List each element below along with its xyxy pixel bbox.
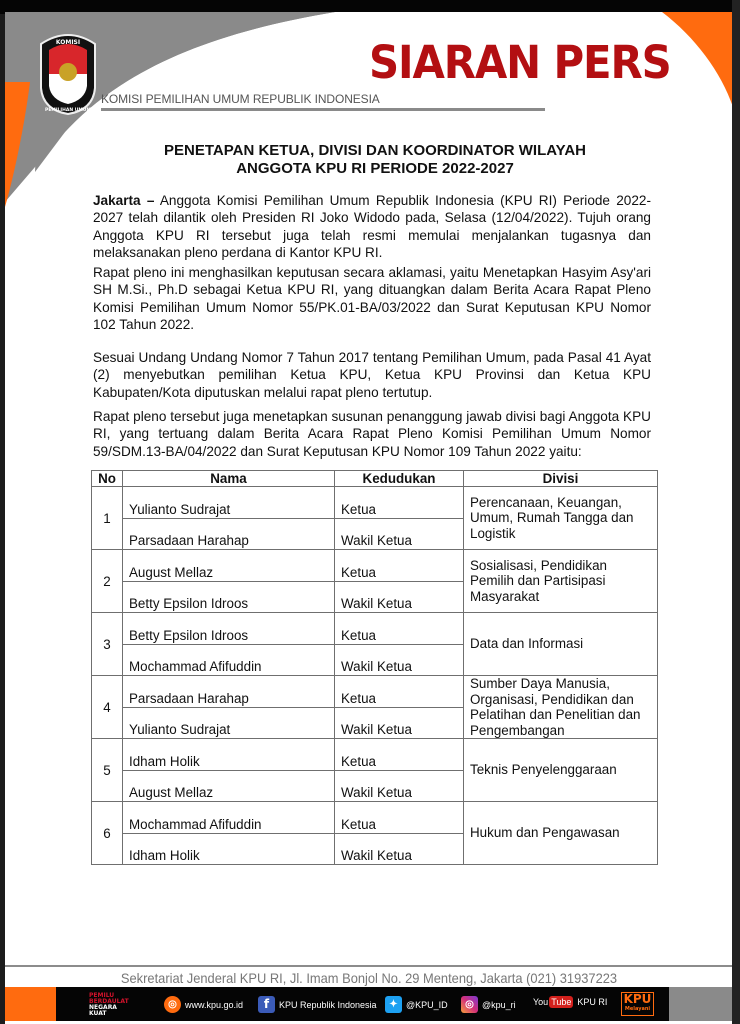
kpu-logo: [37, 30, 99, 116]
table-row: [92, 676, 658, 708]
table-row: [92, 739, 658, 771]
youtube-icon: Tube: [551, 997, 572, 1007]
facebook-label: KPU Republik Indonesia: [279, 999, 377, 1010]
ketua-position: Ketua: [335, 802, 464, 834]
wakil-position: Wakil Ketua: [335, 644, 464, 676]
youtube-label: KPU RI: [577, 997, 608, 1007]
document-title: [89, 142, 661, 178]
title-line-1: PENETAPAN KETUA, DIVISI DAN KOORDINATOR WILAYAH: [164, 142, 586, 159]
wakil-position: Wakil Ketua: [335, 707, 464, 739]
footer-orange-block: [5, 987, 56, 1021]
ketua-position: Ketua: [335, 739, 464, 771]
footer-gray-block: [669, 987, 733, 1021]
banner-title: SIARAN PERS: [369, 36, 671, 89]
badge-bottom: Melayani: [624, 1006, 651, 1012]
facebook-link[interactable]: [258, 996, 377, 1013]
youtube-icon-you: You: [533, 997, 549, 1007]
row-number: 3: [92, 613, 123, 676]
pemilu-slogan-logo: [89, 993, 129, 1017]
header-divider: [101, 108, 545, 111]
table-header-row: [92, 471, 658, 487]
wakil-name: Betty Epsilon Idroos: [123, 581, 335, 613]
paragraph-1: [93, 192, 651, 262]
paragraph-3: Sesuai Undang Undang Nomor 7 Tahun 2017 tentang Pemilihan Umum, pada Pasal 41 Ayat (2) menyebutkan pemilihan Ketua KPU, Ketua KPU Provinsi dan Ketua KPU Kabupaten/Kota diputuskan melalui rapat pleno tertutup.: [93, 350, 651, 400]
paragraph-2: Rapat pleno ini menghasilkan keputusan secara aklamasi, yaitu Menetapkan Hasyim Asy'ari SH M.Si., Ph.D sebagai Ketua KPU RI, yang dituangkan dalam Berita Acara Rapat Pleno Komisi Pemilihan Umum Nomor 55/PK.01-BA/03/2022 dan Surat Keputusan KPU Nomor 102 Tahun 2022.: [93, 265, 651, 333]
wakil-position: Wakil Ketua: [335, 833, 464, 865]
ketua-position: Ketua: [335, 613, 464, 645]
wakil-name: August Mellaz: [123, 770, 335, 802]
ketua-name: Idham Holik: [123, 739, 335, 771]
dateline: Jakarta –: [93, 193, 155, 208]
division-name: Hukum dan Pengawasan: [464, 802, 658, 865]
kpu-melayani-badge: [621, 992, 654, 1016]
footer-bar: [5, 987, 733, 1021]
table-row: [92, 613, 658, 645]
ketua-position: Ketua: [335, 487, 464, 519]
footer-address: Sekretariat Jenderal KPU RI, Jl. Imam Bonjol No. 29 Menteng, Jakarta (021) 31937223: [120, 970, 618, 986]
paragraph-1-body: Anggota Komisi Pemilihan Umum Republik Indonesia (KPU RI) Periode 2022-2027 telah dilantik oleh Presiden RI Joko Widodo pada, Selasa (12/04/2022). Tujuh orang Anggota KPU RI tersebut juga telah resmi memulai menjalankan tugasnya dan melaksanakan pleno perdana di Kantor KPU RI.: [93, 193, 651, 261]
header-kedudukan: Kedudukan: [335, 471, 464, 487]
division-name: Perencanaan, Keuangan, Umum, Rumah Tangga dan Logistik: [464, 487, 658, 550]
paragraph-4: Rapat pleno tersebut juga menetapkan susunan penanggung jawab divisi bagi Anggota KPU RI, yang tertuang dalam Berita Acara Rapat Pleno Komisi Pemilihan Umum Nomor 59/SDM.13-BA/04/2022 dan Surat Keputusan KPU Nomor 109 Tahun 2022 yaitu:: [93, 409, 651, 459]
wakil-position: Wakil Ketua: [335, 581, 464, 613]
ketua-name: Betty Epsilon Idroos: [123, 613, 335, 645]
row-number: 2: [92, 550, 123, 613]
twitter-link[interactable]: [385, 996, 448, 1013]
row-number: 4: [92, 676, 123, 739]
slogan-line-3: NEGARA: [89, 1004, 117, 1011]
instagram-link[interactable]: [461, 996, 516, 1013]
slogan-line-1: PEMILU: [89, 992, 115, 999]
organization-name: KOMISI PEMILIHAN UMUM REPUBLIK INDONESIA: [101, 92, 380, 106]
website-label: www.kpu.go.id: [185, 999, 244, 1010]
logo-bottom-text: PEMILIHAN UMUM: [45, 108, 91, 113]
header-no: No: [92, 471, 123, 487]
title-line-2: ANGGOTA KPU RI PERIODE 2022-2027: [236, 160, 514, 177]
footer-divider: [5, 965, 733, 967]
badge-top: KPU: [623, 992, 652, 1006]
orange-right-swoosh: [662, 12, 733, 107]
ketua-name: August Mellaz: [123, 550, 335, 582]
facebook-icon: f: [258, 996, 275, 1013]
division-name: Data dan Informasi: [464, 613, 658, 676]
youtube-link[interactable]: [533, 996, 607, 1008]
ketua-name: Mochammad Afifuddin: [123, 802, 335, 834]
instagram-icon: ◎: [461, 996, 478, 1013]
wakil-name: Parsadaan Harahap: [123, 518, 335, 550]
ketua-name: Yulianto Sudrajat: [123, 487, 335, 519]
logo-top-text: KOMISI: [55, 39, 81, 46]
table-row: [92, 487, 658, 519]
table-row: [92, 550, 658, 582]
wakil-position: Wakil Ketua: [335, 518, 464, 550]
division-name: Teknis Penyelenggaraan: [464, 739, 658, 802]
division-name: Sosialisasi, Pendidikan Pemilih dan Partisipasi Masyarakat: [464, 550, 658, 613]
slogan-line-4: KUAT: [89, 1010, 107, 1017]
ketua-name: Parsadaan Harahap: [123, 676, 335, 708]
slogan-line-2: BERDAULAT: [89, 998, 129, 1005]
wakil-name: Mochammad Afifuddin: [123, 644, 335, 676]
twitter-icon: ✦: [385, 996, 402, 1013]
ketua-position: Ketua: [335, 676, 464, 708]
row-number: 1: [92, 487, 123, 550]
ketua-position: Ketua: [335, 550, 464, 582]
table-row: [92, 802, 658, 834]
header-divisi: Divisi: [464, 471, 658, 487]
website-link[interactable]: [164, 996, 243, 1013]
row-number: 6: [92, 802, 123, 865]
wakil-position: Wakil Ketua: [335, 770, 464, 802]
wakil-name: Yulianto Sudrajat: [123, 707, 335, 739]
web-icon: ◎: [164, 996, 181, 1013]
division-table: [91, 470, 658, 865]
division-name: Sumber Daya Manusia, Organisasi, Pendidikan dan Pelatihan dan Penelitian dan Pengembangan: [464, 676, 658, 739]
press-release-page: [5, 12, 733, 1024]
row-number: 5: [92, 739, 123, 802]
twitter-label: @KPU_ID: [406, 999, 448, 1010]
instagram-label: @kpu_ri: [482, 999, 516, 1010]
header-nama: Nama: [123, 471, 335, 487]
right-dark-edge: [732, 0, 740, 1024]
wakil-name: Idham Holik: [123, 833, 335, 865]
